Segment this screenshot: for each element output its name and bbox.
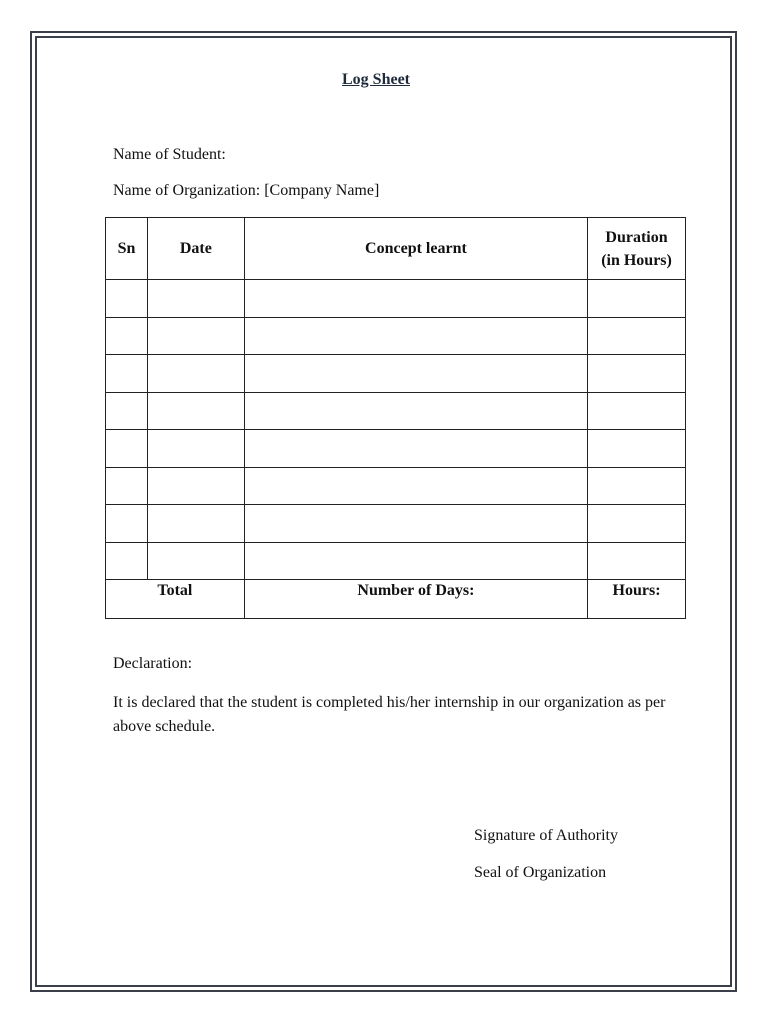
- sn-cell: [106, 542, 148, 580]
- header-sn: Sn: [106, 218, 148, 280]
- sn-cell: [106, 392, 148, 430]
- hours-label: Hours:: [588, 580, 686, 619]
- table-row: [106, 430, 686, 468]
- duration-cell: [588, 392, 686, 430]
- concept-cell: [244, 542, 587, 580]
- log-table-body: [106, 280, 686, 619]
- table-header-row: [106, 218, 686, 280]
- concept-cell: [244, 280, 587, 318]
- date-cell: [147, 505, 244, 543]
- total-label: Total: [106, 580, 245, 619]
- date-cell: [147, 542, 244, 580]
- declaration-text: It is declared that the student is completed his/her internship in our organization as per above schedule.: [113, 694, 666, 735]
- duration-cell: [588, 280, 686, 318]
- duration-cell: [588, 467, 686, 505]
- number-of-days-label: Number of Days:: [244, 580, 587, 619]
- concept-cell: [244, 317, 587, 355]
- organization-name-label: Name of Organization: [Company Name]: [113, 182, 380, 199]
- duration-cell: [588, 430, 686, 468]
- table-total-row: [106, 580, 686, 619]
- table-row: [106, 280, 686, 318]
- header-duration: [588, 218, 686, 280]
- sn-cell: [106, 505, 148, 543]
- concept-cell: [244, 467, 587, 505]
- header-duration-line1: Duration: [605, 228, 668, 246]
- table-row: [106, 355, 686, 393]
- table-row: [106, 392, 686, 430]
- duration-cell: [588, 355, 686, 393]
- page-title: Log Sheet: [342, 71, 410, 88]
- duration-cell: [588, 505, 686, 543]
- log-table: [105, 217, 686, 619]
- sn-cell: [106, 355, 148, 393]
- seal-of-organization-label: Seal of Organization: [474, 864, 607, 881]
- table-row: [106, 505, 686, 543]
- table-row: [106, 467, 686, 505]
- duration-cell: [588, 542, 686, 580]
- concept-cell: [244, 355, 587, 393]
- declaration-heading: Declaration:: [113, 655, 193, 672]
- date-cell: [147, 317, 244, 355]
- table-row: [106, 542, 686, 580]
- date-cell: [147, 355, 244, 393]
- header-date: Date: [147, 218, 244, 280]
- student-name-label: Name of Student:: [113, 146, 226, 163]
- concept-cell: [244, 392, 587, 430]
- header-concept-learnt: Concept learnt: [244, 218, 587, 280]
- table-row: [106, 317, 686, 355]
- date-cell: [147, 430, 244, 468]
- date-cell: [147, 280, 244, 318]
- concept-cell: [244, 505, 587, 543]
- signature-of-authority-label: Signature of Authority: [474, 827, 618, 844]
- date-cell: [147, 467, 244, 505]
- concept-cell: [244, 430, 587, 468]
- header-duration-line2: (in Hours): [601, 251, 672, 269]
- sn-cell: [106, 280, 148, 318]
- duration-cell: [588, 317, 686, 355]
- sn-cell: [106, 317, 148, 355]
- sn-cell: [106, 467, 148, 505]
- sn-cell: [106, 430, 148, 468]
- date-cell: [147, 392, 244, 430]
